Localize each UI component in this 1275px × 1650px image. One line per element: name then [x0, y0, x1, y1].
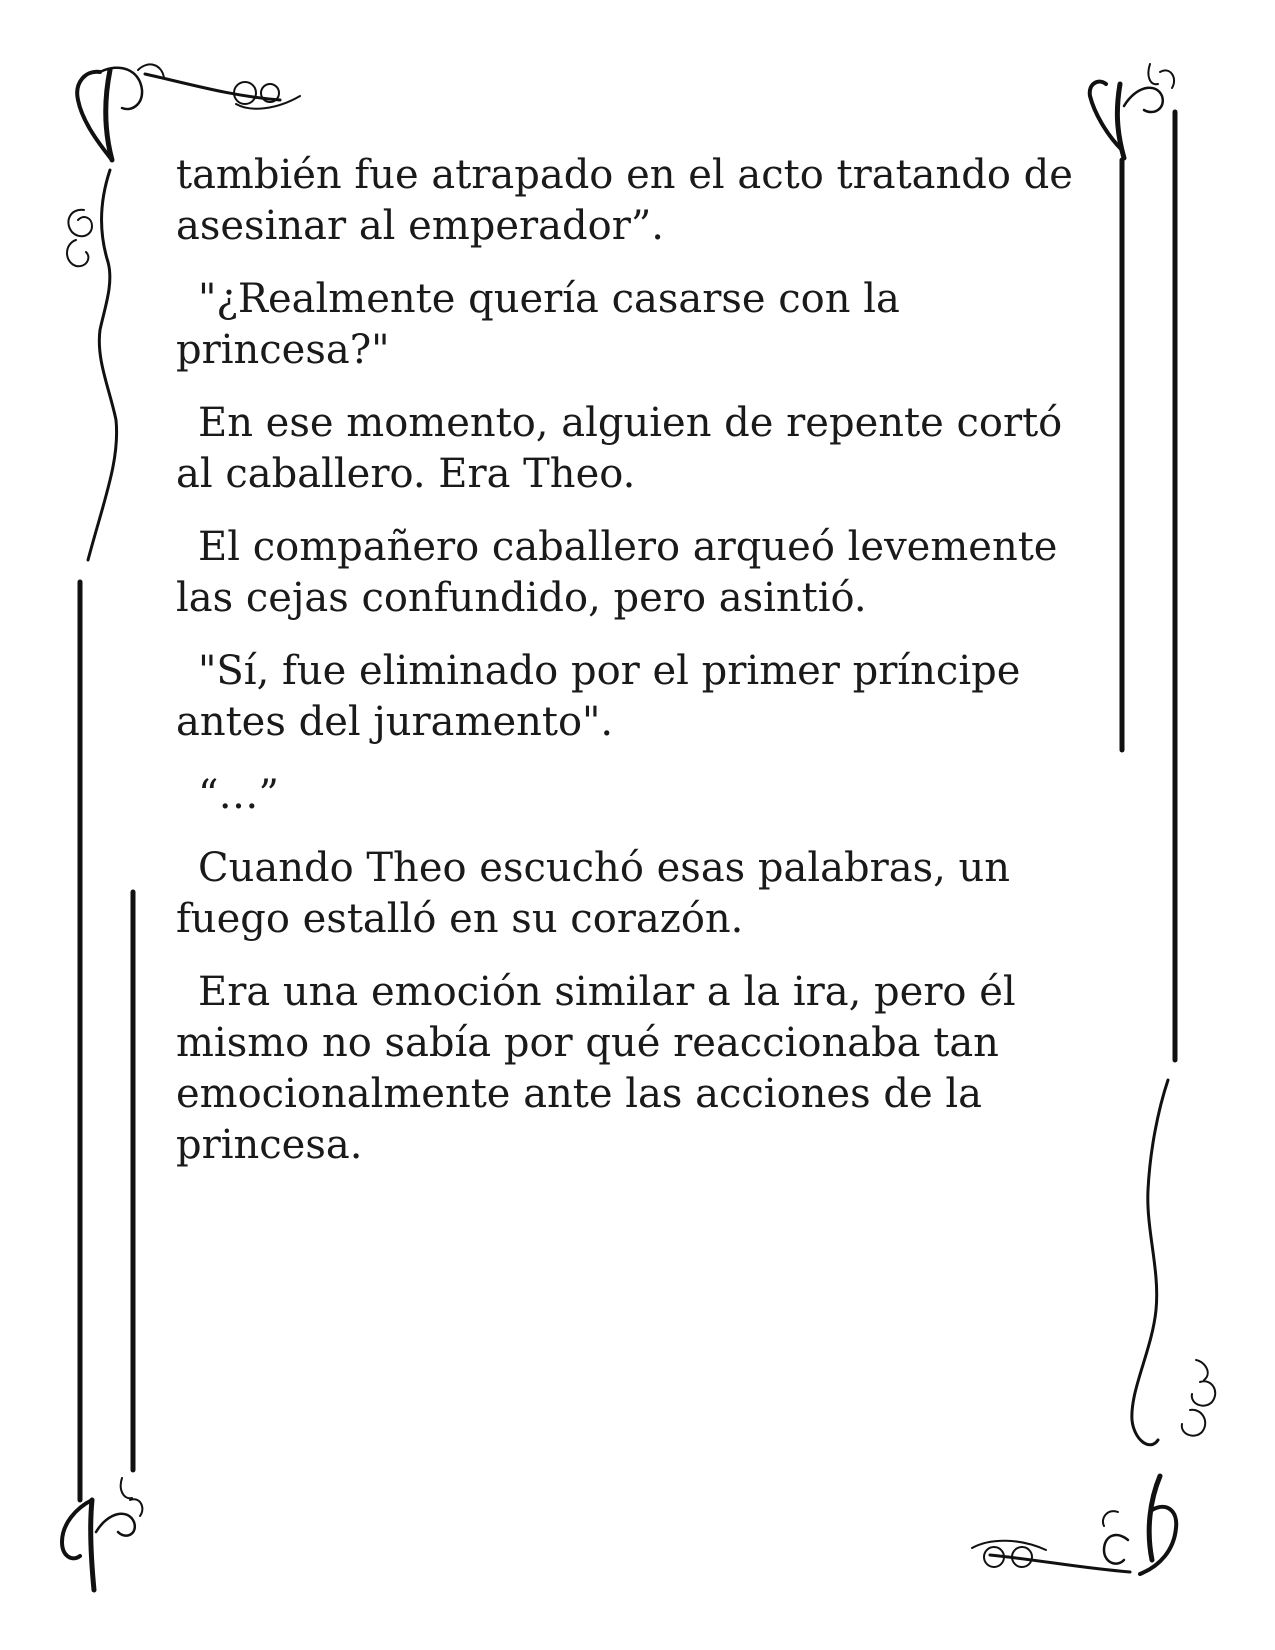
bottom-left-flourish	[62, 1478, 142, 1590]
paragraph-2: "¿Realmente quería casarse con la princesa?"	[176, 276, 900, 373]
paragraph-7: Cuando Theo escuchó esas palabras, un fuego estalló en su corazón.	[176, 845, 1011, 942]
paragraph-4: El compañero caballero arqueó levemente las cejas confundido, pero asintió.	[176, 524, 1058, 621]
paragraph-3: En ese momento, alguien de repente cortó al caballero. Era Theo.	[176, 400, 1063, 497]
page-text	[176, 150, 1096, 1193]
paragraph-5: "Sí, fue eliminado por el primer príncipe antes del juramento".	[176, 648, 1021, 745]
paragraph-1: también fue atrapado en el acto tratando de asesinar al emperador”.	[176, 152, 1073, 249]
top-right-flourish	[1090, 64, 1174, 158]
paragraph-8: Era una emoción similar a la ira, pero él mismo no sabía por qué reaccionaba tan emocionalmente ante las acciones de la princesa.	[176, 969, 1016, 1168]
paragraph-6: “…”	[198, 772, 279, 818]
